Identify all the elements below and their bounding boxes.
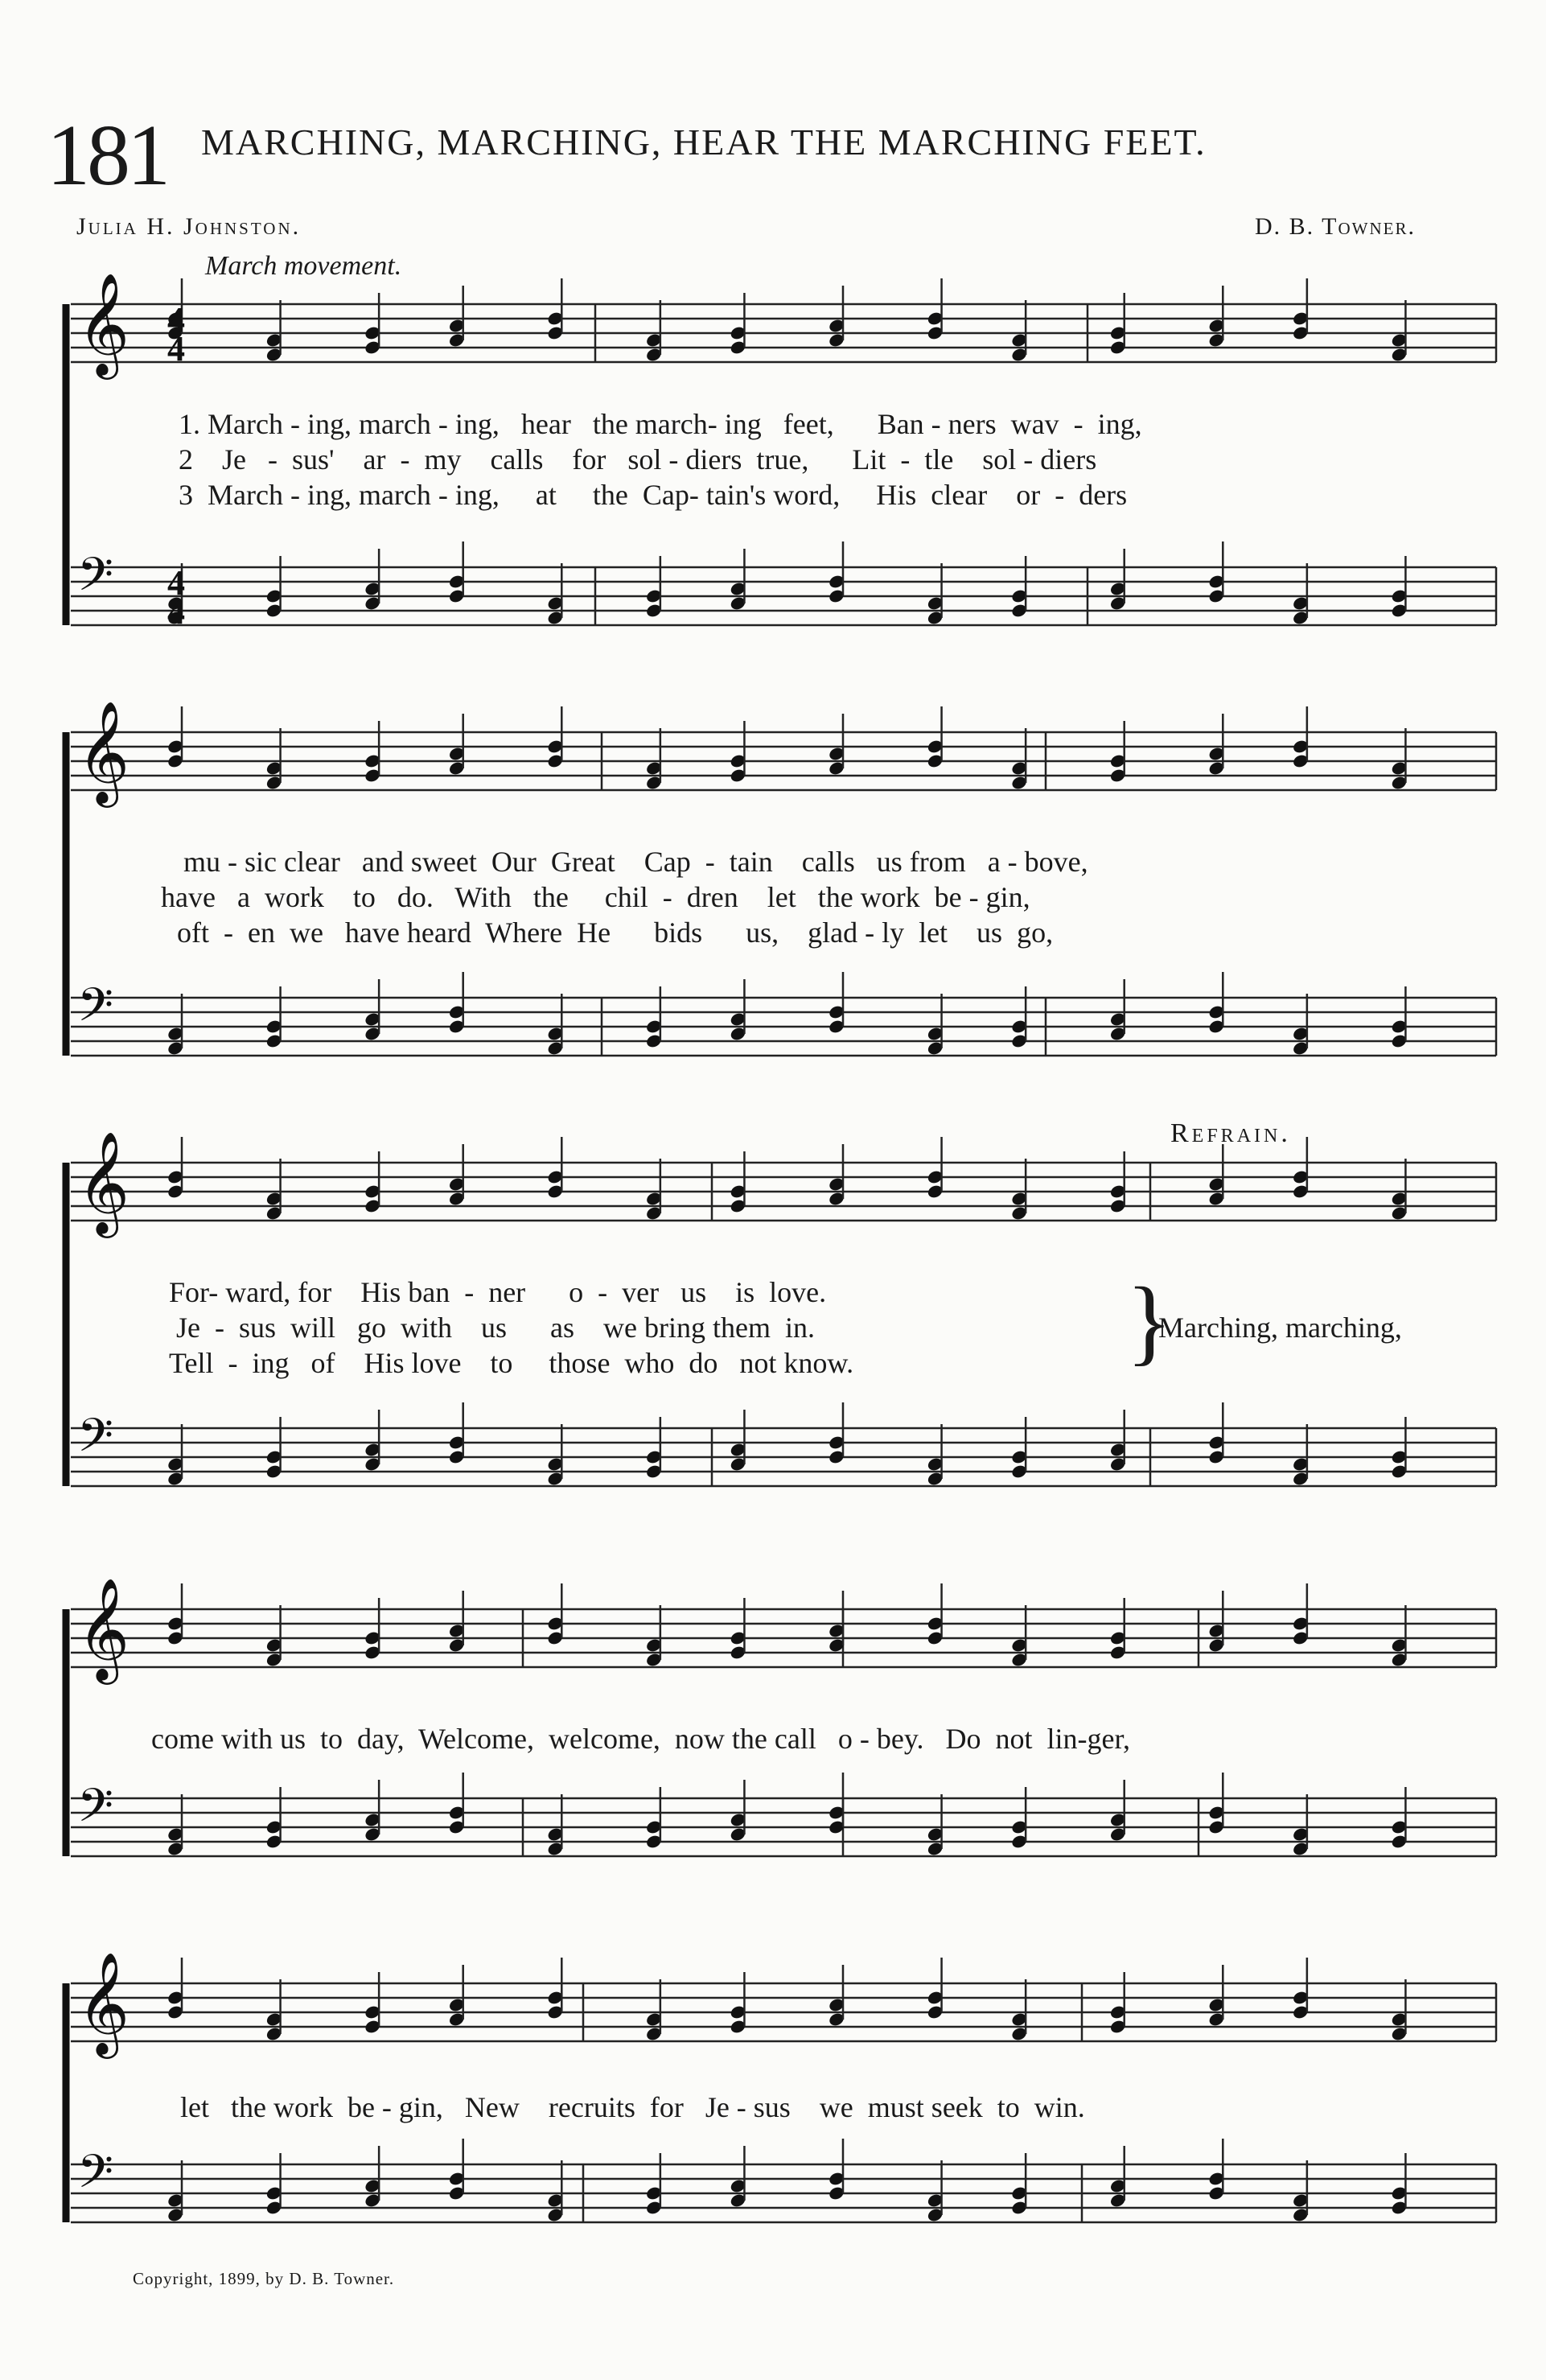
- bass-clef-icon: 𝄢: [77, 2144, 114, 2210]
- treble-clef-icon: 𝄞: [77, 1577, 130, 1680]
- treble-clef-icon: 𝄞: [77, 700, 130, 803]
- bass-staff: [71, 2139, 1496, 2223]
- bass-clef-icon: 𝄢: [77, 1408, 114, 1474]
- treble-staff: [71, 1577, 1496, 1685]
- lyric-s1-v3: 3 March - ing, march - ing, at the Cap- tain's word, His clear or - ders: [179, 479, 1128, 511]
- system-5: [66, 1951, 1496, 2223]
- lyric-s2-v1: mu - sic clear and sweet Our Great Cap - tain calls us from a - bove,: [183, 846, 1088, 878]
- bass-clef-icon: 𝄢: [77, 547, 114, 613]
- bass-staff: [71, 1402, 1496, 1487]
- lyric-s3-v3: Tell - ing of His love to those who do not know.: [169, 1347, 854, 1379]
- bass-staff: [71, 972, 1496, 1056]
- refrain-lyric-line: Marching, marching,: [1158, 1311, 1402, 1344]
- bass-staff: [71, 1773, 1496, 1857]
- lyric-s4: come with us to day, Welcome, welcome, now the call o - bey. Do not lin-ger,: [151, 1723, 1131, 1755]
- copyright-notice: Copyright, 1899, by D. B. Towner.: [133, 2269, 395, 2288]
- bass-clef-icon: 𝄢: [77, 1778, 114, 1844]
- treble-staff: [71, 272, 1496, 380]
- composer-credit: D. B. Towner.: [1255, 213, 1416, 240]
- treble-staff: [71, 1951, 1496, 2059]
- tempo-marking: March movement.: [205, 251, 402, 281]
- lyric-s3-v1: For- ward, for His ban - ner o - ver us is love.: [169, 1276, 827, 1308]
- lyric-s2-v2: have a work to do. With the chil - dren let the work be - gin,: [161, 881, 1030, 913]
- treble-clef-icon: 𝄞: [77, 1130, 130, 1233]
- hymn-number: 181: [47, 108, 167, 204]
- bass-clef-icon: 𝄢: [77, 978, 114, 1044]
- author-credit: Julia H. Johnston.: [76, 213, 302, 240]
- verse-brace: }: [1126, 1267, 1173, 1374]
- lyric-s1-v2: 2 Je - sus' ar - my calls for sol - diers true, Lit - tle sol - diers: [179, 443, 1097, 476]
- lyric-s1-v1: 1. March - ing, march - ing, hear the march- ing feet, Ban - ners wav - ing,: [179, 408, 1142, 440]
- hymn-title: MARCHING, MARCHING, HEAR THE MARCHING FEET.: [201, 121, 1207, 163]
- lyric-s2-v3: oft - en we have heard Where He bids us, glad - ly let us go,: [177, 916, 1054, 949]
- refrain-label: Refrain.: [1170, 1118, 1291, 1148]
- time-signature: 4: [167, 329, 185, 369]
- lyric-s5: let the work be - gin, New recruits for Je - sus we must seek to win.: [180, 2091, 1085, 2123]
- time-signature: 4: [167, 592, 185, 632]
- treble-clef-icon: 𝄞: [77, 272, 130, 375]
- bass-staff: [71, 541, 1496, 626]
- treble-clef-icon: 𝄞: [77, 1951, 130, 2054]
- lyric-s3-v2: Je - sus will go with us as we bring them in.: [169, 1311, 815, 1344]
- time-signature: 4: [167, 300, 185, 340]
- treble-staff: [71, 700, 1496, 808]
- system-4: [66, 1577, 1496, 1857]
- time-signature: 4: [167, 563, 185, 603]
